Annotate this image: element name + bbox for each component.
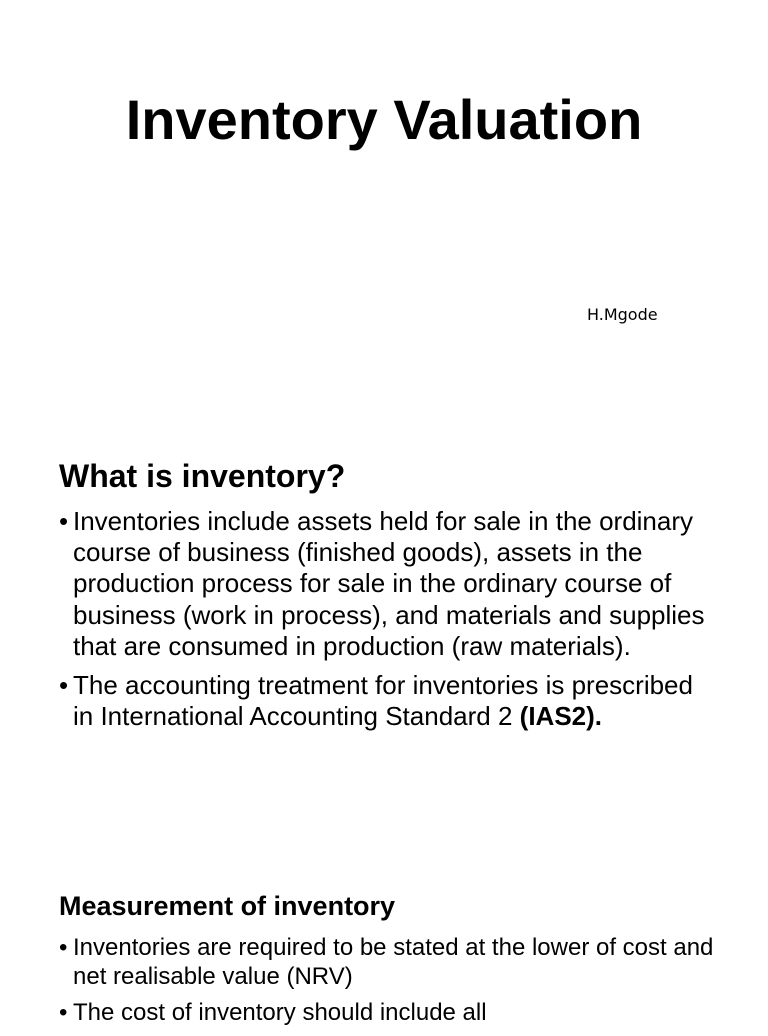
bullet-icon: • xyxy=(59,506,69,536)
standard-reference: (IAS2). xyxy=(519,701,602,732)
slide-title xyxy=(0,0,768,416)
bullet-text: Inventories are required to be stated at the lower of cost and net realisable value (NRV) xyxy=(73,934,714,990)
slide-heading: What is inventory? xyxy=(59,458,346,494)
bullet-item xyxy=(59,670,719,732)
bullet-item xyxy=(59,506,719,662)
bullet-list xyxy=(59,506,719,740)
slide-what-is-inventory xyxy=(0,416,768,832)
bullet-text: The accounting treatment for inventories is prescribed in International Accounting Standard 2 xyxy=(73,670,693,732)
slide-heading: Measurement of inventory xyxy=(59,891,396,921)
author-name: H.Mgode xyxy=(587,305,658,324)
bullet-icon: • xyxy=(59,999,68,1026)
bullet-list xyxy=(59,934,719,1036)
bullet-icon: • xyxy=(59,670,69,701)
presentation-title: Inventory Valuation xyxy=(125,88,643,151)
bullet-icon: • xyxy=(59,934,68,961)
bullet-text: The cost of inventory should include all xyxy=(73,999,487,1026)
bullet-text: Inventories include assets held for sale in the ordinary course of business (finished goods), assets in the production process for sale in the ordinary course of business (work in process), and materials and supplies that are consumed in production (raw materials). xyxy=(73,506,705,661)
slide-measurement-of-inventory xyxy=(0,832,768,1024)
bullet-item xyxy=(59,999,719,1028)
bullet-item xyxy=(59,934,719,991)
